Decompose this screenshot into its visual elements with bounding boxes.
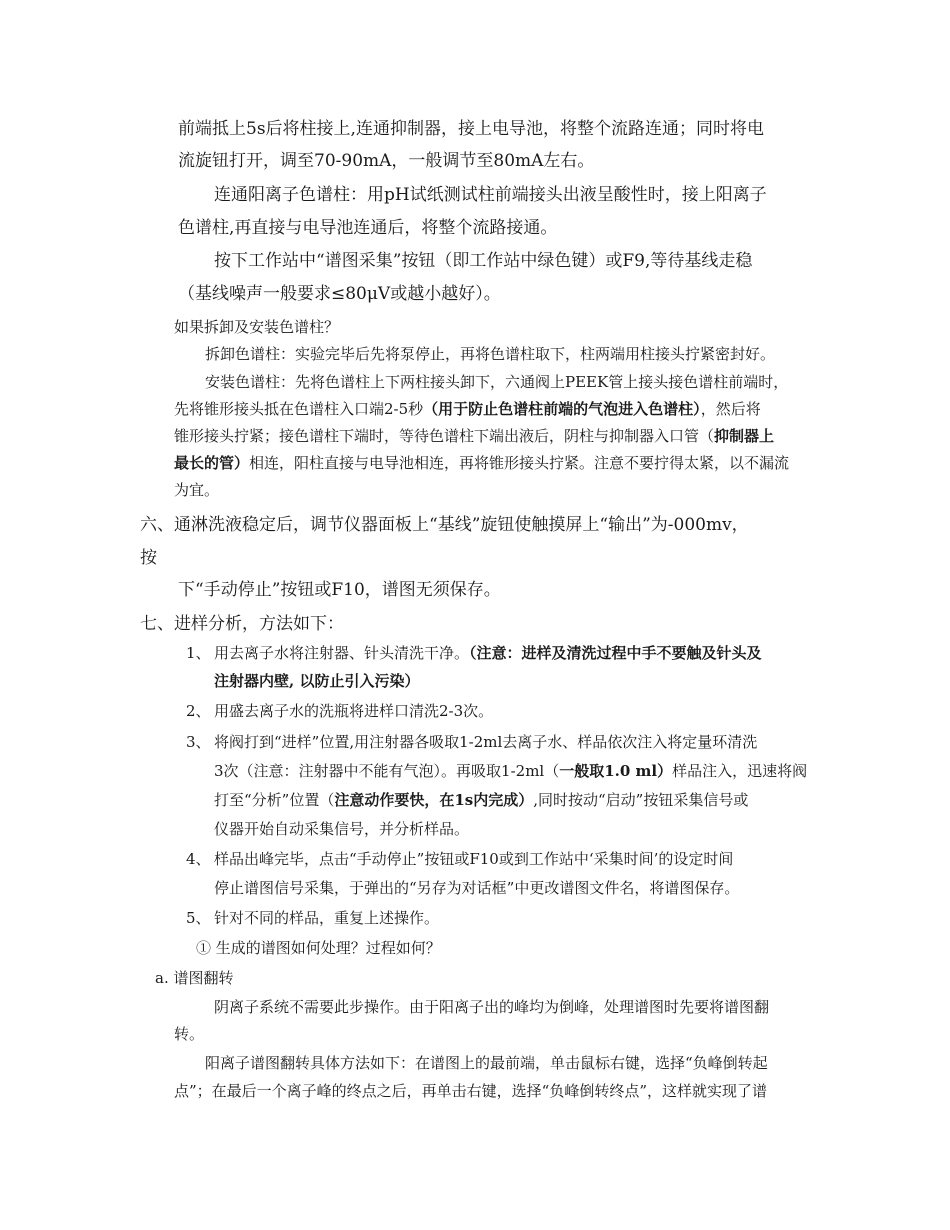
bold-text-run: （用于防止色谱柱前端的气泡进入色谱柱） — [423, 400, 701, 418]
step-heading: 七、进样分析，方法如下： — [140, 614, 344, 634]
text-run: ,同时按动“启动”按钮采集信号或 — [533, 791, 749, 809]
list-item — [214, 642, 762, 663]
list-number: 2、 — [186, 702, 211, 720]
paragraph-line: 按下工作站中“谱图采集”按钮（即工作站中绿色键）或F9,等待基线走稳 — [214, 251, 753, 271]
paragraph-line: 下“手动停止”按钮或F10，谱图无须保存。 — [178, 580, 501, 600]
text-run: 先将锥形接头抵在色谱柱入口端2-5秒 — [174, 400, 424, 418]
bold-text-run: 一般取1.0 ml） — [559, 762, 673, 780]
subsection-heading: a. 谱图翻转 — [155, 969, 234, 987]
list-item: 用盛去离子水的洗瓶将进样口清洗2-3次。 — [214, 702, 494, 720]
paragraph-line: 点”；在最后一个离子峰的终点之后，再单击右键，选择“负峰倒转终点”，这样就实现了谱 — [174, 1082, 768, 1100]
bold-text-run: 注意动作要快，在1s内完成） — [334, 791, 534, 809]
paragraph-line: 阴离子系统不需要此步操作。由于阳离子出的峰均为倒峰，处理谱图时先要将谱图翻 — [214, 998, 770, 1016]
paragraph-line: 拆卸色谱柱：实验完毕后先将泵停止，再将色谱柱取下，柱两端用柱接头拧紧密封好。 — [205, 345, 776, 363]
list-number: 5、 — [186, 909, 211, 927]
paragraph-line: 阳离子谱图翻转具体方法如下：在谱图上的最前端，单击鼠标右键，选择“负峰倒转起 — [205, 1054, 768, 1072]
list-item: 将阀打到“进样”位置,用注射器各吸取1-2ml去离子水、样品依次注入将定量环清洗 — [214, 733, 758, 751]
paragraph-line: 色谱柱,再直接与电导池连通后，将整个流路接通。 — [178, 218, 558, 238]
paragraph-line: 为宜。 — [174, 481, 220, 499]
paragraph-line: 流旋钮打开，调至70-90mA，一般调节至80mA左右。 — [178, 151, 595, 171]
list-item-continuation: 仪器开始自动采集信号，并分析样品。 — [214, 820, 470, 838]
list-item-continuation: 停止谱图信号采集，于弹出的“另存为对话框”中更改谱图文件名，将谱图保存。 — [214, 879, 740, 897]
paragraph-line — [174, 425, 774, 446]
paragraph-line: 前端抵上5s后将柱接上,连通抑制器，接上电导池，将整个流路连通；同时将电 — [178, 119, 764, 139]
paragraph-line: 按 — [140, 548, 157, 568]
section-heading: 如果拆卸及安装色谱柱？ — [174, 318, 340, 336]
text-run: 打至“分析”位置（ — [214, 791, 335, 809]
list-item: 针对不同的样品，重复上述操作。 — [214, 909, 440, 927]
bold-text-run: 抑制器上 — [714, 427, 775, 445]
step-heading: 六、通淋洗液稳定后，调节仪器面板上“基线”旋钮使触摸屏上“输出”为-000mv， — [140, 515, 749, 535]
list-number: 4、 — [186, 850, 211, 868]
text-run: 3次（注意：注射器中不能有气泡）。再吸取1-2ml（ — [214, 762, 560, 780]
paragraph-line: 连通阳离子色谱柱：用pH试纸测试柱前端接头出液呈酸性时，接上阳离子 — [214, 185, 767, 205]
list-item: 样品出峰完毕，点击“手动停止”按钮或F10或到工作站中‘采集时间’的设定时间 — [214, 850, 734, 868]
paragraph-line — [174, 398, 761, 419]
text-run: 锥形接头拧紧；接色谱柱下端时，等待色谱柱下端出液后，阴柱与抑制器入口管（ — [174, 427, 715, 445]
list-number: 1、 — [186, 644, 211, 662]
bold-text-run: 注射器内壁, 以防止引入污染） — [214, 672, 420, 690]
text-run: 相连，阳柱直接与电导池相连，再将锥形接头拧紧。注意不要拧得太紧，以不漏流 — [249, 454, 790, 472]
text-run: 样品注入，迅速将阀 — [672, 762, 808, 780]
list-number: 3、 — [186, 733, 211, 751]
paragraph-line: 安装色谱柱：先将色谱柱上下两柱接头卸下，六通阀上PEEK管上接头接色谱柱前端时， — [205, 373, 789, 391]
list-item-continuation — [214, 789, 748, 810]
text-run: 用去离子水将注射器、针头清洗干净。 — [214, 644, 470, 662]
list-item-continuation — [214, 670, 419, 691]
list-item-continuation — [214, 760, 807, 781]
sub-question: ① 生成的谱图如何处理？过程如何？ — [196, 939, 441, 957]
bold-text-run: 最长的管） — [174, 454, 250, 472]
bold-text-run: （注意：进样及清洗过程中手不要触及针头及 — [469, 644, 762, 662]
paragraph-line — [174, 452, 789, 473]
text-run: ，然后将 — [700, 400, 761, 418]
paragraph-line: 转。 — [174, 1025, 205, 1043]
paragraph-line: （基线噪声一般要求≤80μV或越小越好）。 — [178, 284, 501, 304]
